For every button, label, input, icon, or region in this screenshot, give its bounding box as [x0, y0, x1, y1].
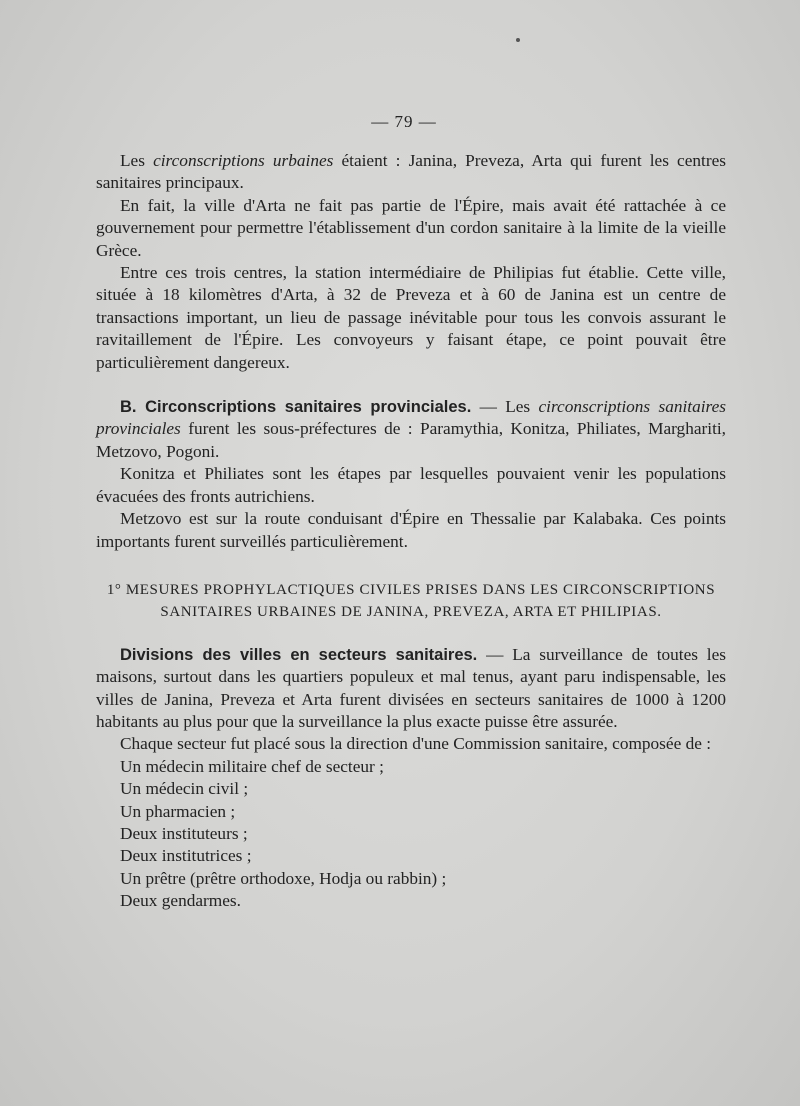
p1-emphasis: circonscriptions urbaines [153, 151, 334, 170]
list-item: Deux instituteurs ; [120, 823, 248, 843]
p1-lead: Les [120, 151, 154, 170]
commission-members-list [96, 756, 726, 913]
list-item: Deux institutrices ; [120, 846, 252, 866]
page-number: — 79 — [371, 112, 437, 131]
p7-rest: — La surveillance de toutes les maisons, surtout dans les quartiers populeux et mal tenus, ayant paru indispensable, les villes de Janina, Preveza et Arta furent divisées en secteurs sanitaires de 1000 à 1200 habitants au plus pour que la surveillance la plus exacte puisse être assurée. [96, 644, 727, 731]
p1-rest: étaient : Janina, Preveza, Arta qui furent les centres sanitaires principaux. [96, 151, 726, 193]
list-item: Un pharmacien ; [120, 801, 236, 821]
paragraph-metzovo: Metzovo est sur la route conduisant d'Épire en Thessalie par Kalabaka. Ces points importants furent surveillés particulièrement. [96, 509, 726, 551]
paragraph-sectors [96, 644, 726, 734]
paragraph-arta: En fait, la ville d'Arta ne fait pas partie de l'Épire, mais avait été rattachée à ce gouvernement pour permettre l'établissement d'un cordon sanitaire à la limite de la vieille Grèce. [96, 195, 726, 260]
list-item: Un médecin civil ; [120, 779, 249, 799]
section-title-line-2: SANITAIRES URBAINES DE JANINA, PREVEZA, ARTA ET PHILIPIAS. [160, 604, 662, 621]
section-title [96, 579, 726, 624]
paragraph-urban-districts [96, 150, 726, 195]
p4-dash: — Les [471, 397, 539, 417]
section-heading-b: B. Circonscriptions sanitaires provinciales. [120, 398, 472, 417]
paragraph-provincial-districts [96, 396, 726, 463]
paragraph-commission: Chaque secteur fut placé sous la direction d'une Commission sanitaire, composée de : [120, 734, 711, 754]
p4-emphasis: circonscriptions sanitaires provinciales [96, 397, 726, 439]
p4-rest: furent les sous-préfectures de : Paramythia, Konitza, Philiates, Marghariti, Metzovo, Pogoni. [96, 419, 726, 461]
paragraph-philipias: Entre ces trois centres, la station intermédiaire de Philipias fut établie. Cette ville, située à 18 kilomètres d'Arta, à 32 de Preveza et à 60 de Janina est un centre de transactions important, un lieu de passage inévitable pour tous les convois assurant le ravitaillement de l'Épire. Les convoyeurs y faisant étape, ce point pouvait être particulièrement dangereux. [96, 263, 726, 372]
body-text [96, 150, 726, 913]
subheading-divisions: Divisions des villes en secteurs sanitaires. [120, 645, 478, 664]
section-title-line-1: 1° MESURES PROPHYLACTIQUES CIVILES PRISES DANS LES CIRCONSCRIPTIONS [106, 581, 716, 598]
ink-speck [516, 38, 520, 42]
list-item: Deux gendarmes. [120, 891, 241, 911]
list-item: Un prêtre (prêtre orthodoxe, Hodja ou rabbin) ; [120, 868, 447, 888]
list-item: Un médecin militaire chef de secteur ; [120, 756, 384, 776]
paragraph-konitza: Konitza et Philiates sont les étapes par lesquelles pouvaient venir les populations évacuées des fronts autrichiens. [96, 464, 726, 506]
